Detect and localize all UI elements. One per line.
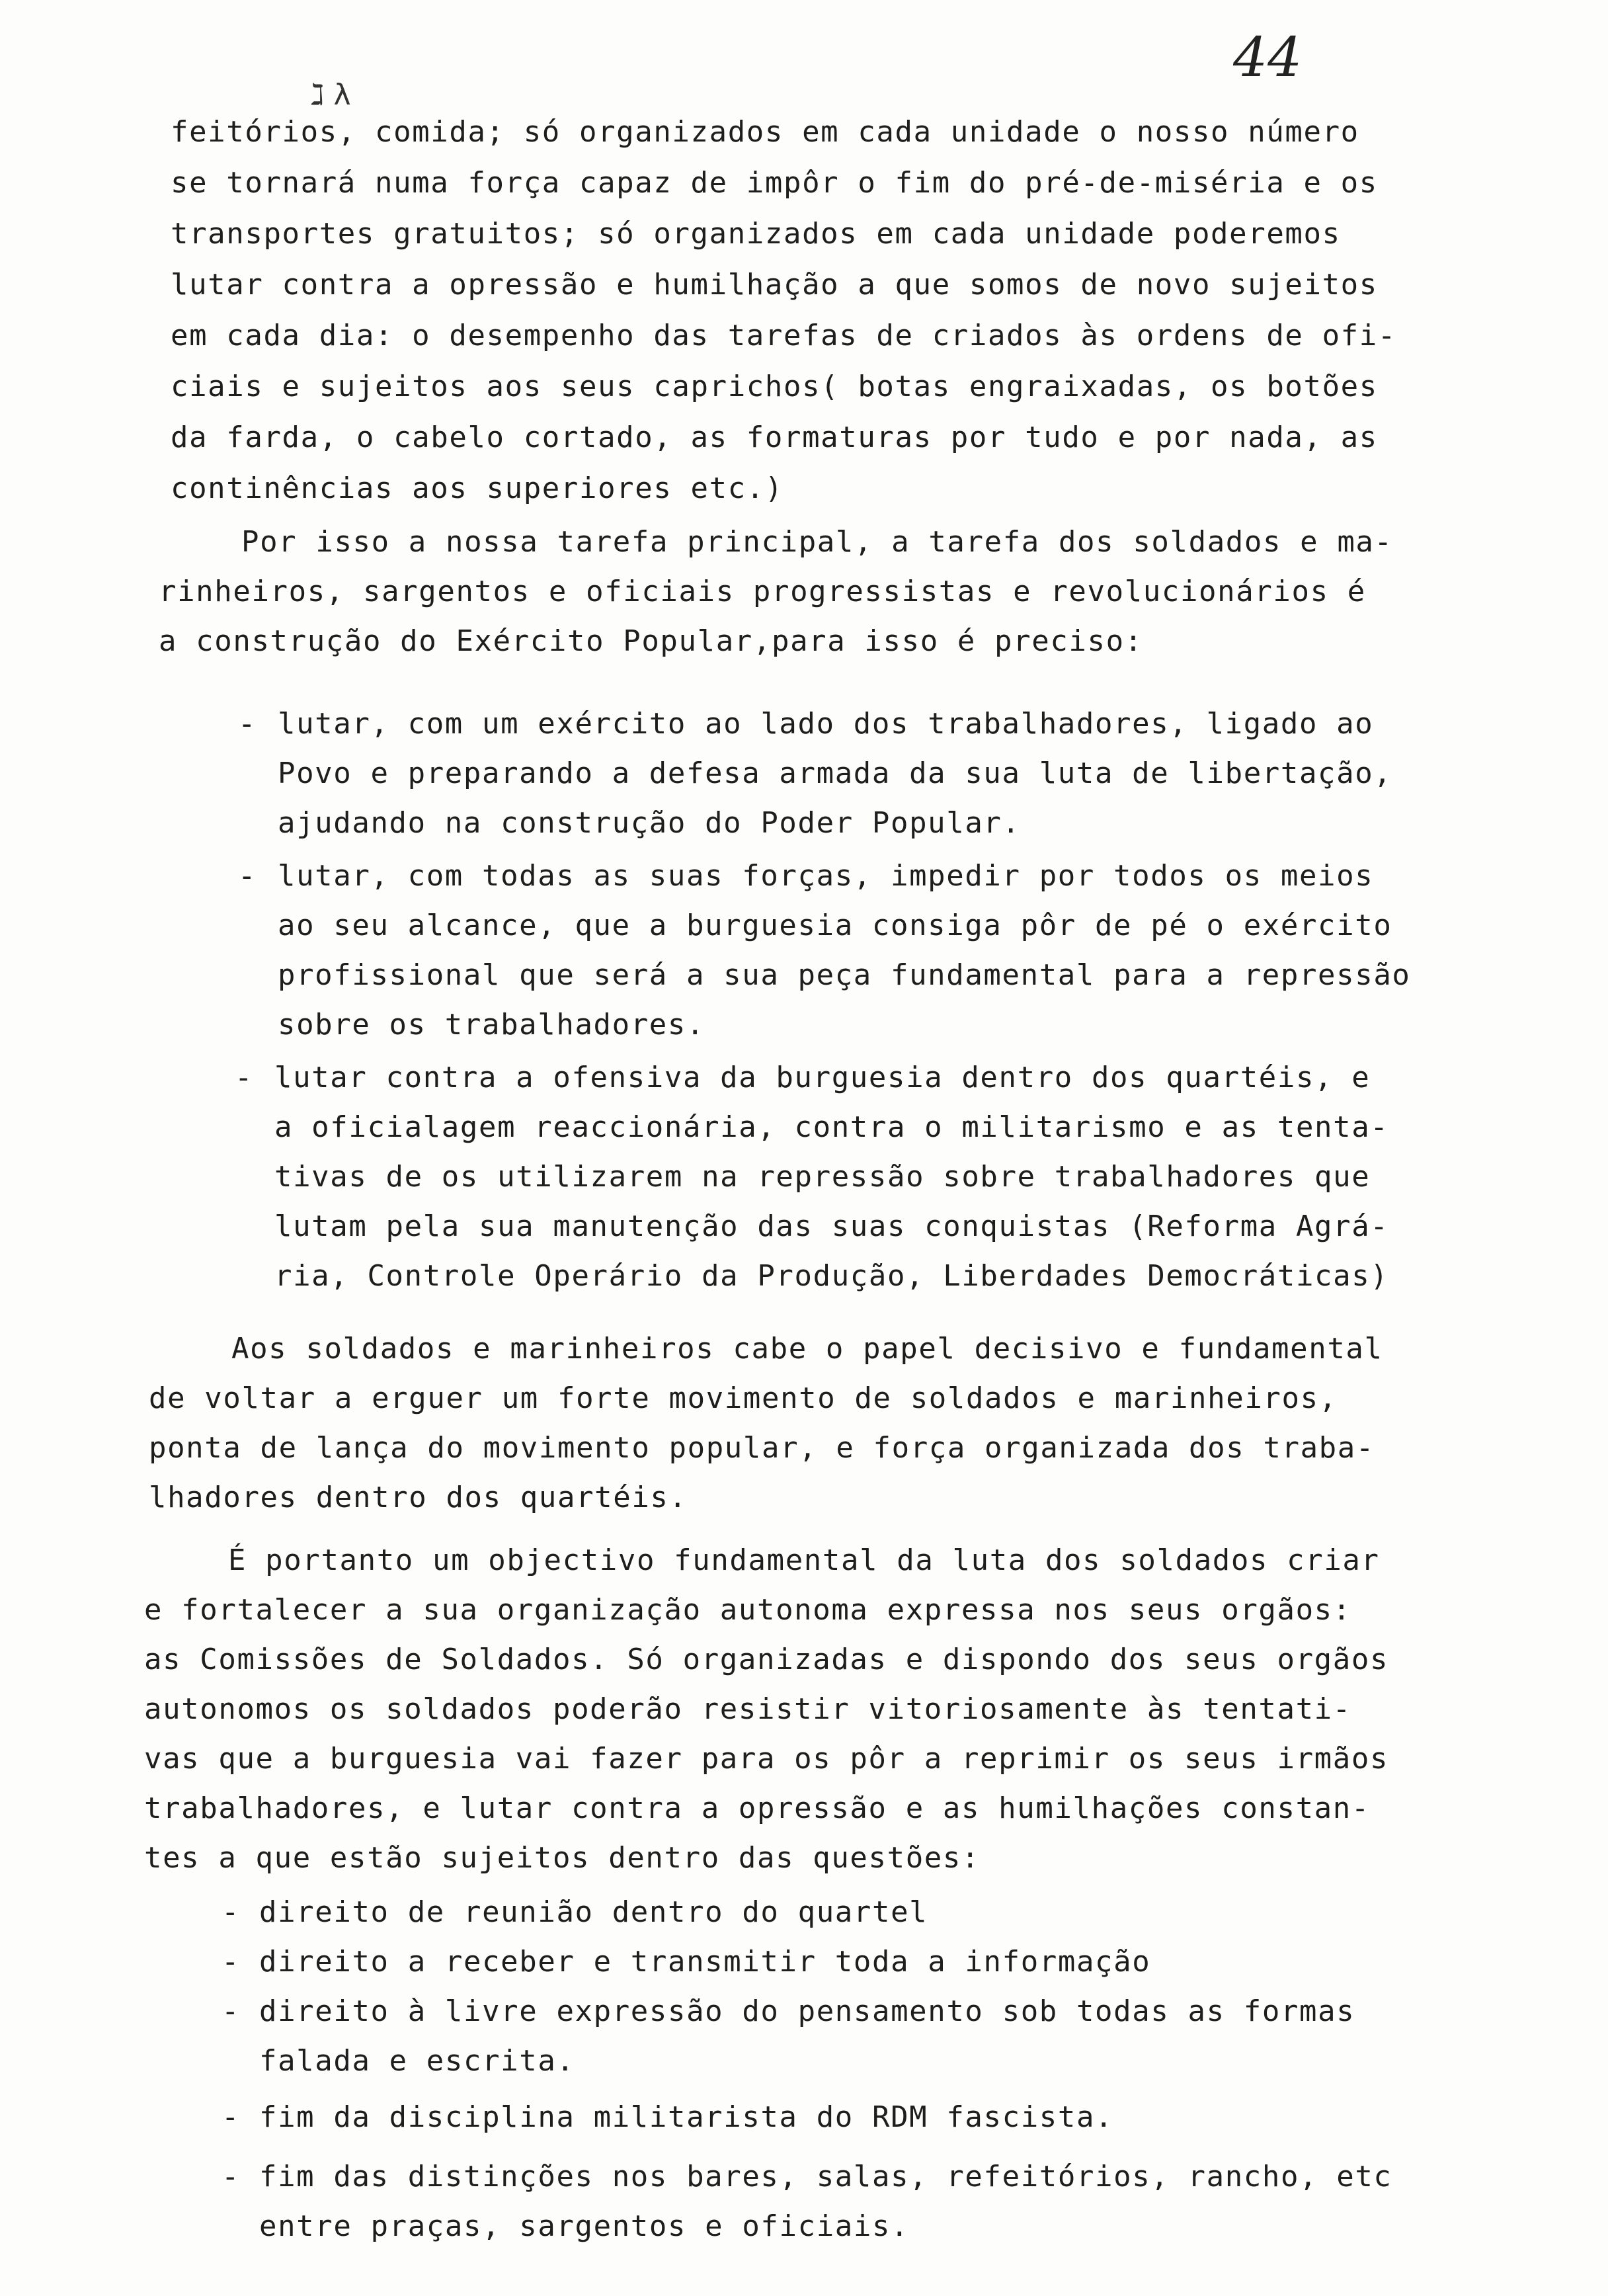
text-line: sobre os trabalhadores. [278,1008,705,1042]
text-line: de voltar a erguer um forte movimento de soldados e marinheiros, [149,1381,1338,1415]
text-line: continências aos superiores etc.) [171,472,784,505]
text-line: tivas de os utilizarem na repressão sobre trabalhadores que [274,1160,1371,1194]
text-line: Por isso a nossa tarefa principal, a tarefa dos soldados e ma- [241,525,1393,559]
bullet-dash: - [221,2160,239,2194]
text-line: direito a receber e transmitir toda a informação [259,1945,1151,1979]
text-line: direito de reunião dentro do quartel [259,1895,928,1929]
text-line: vas que a burguesia vai fazer para os pôr a reprimir os seus irmãos [144,1742,1389,1776]
bullet-dash: - [221,1945,239,1979]
text-line: da farda, o cabelo cortado, as formaturas por tudo e por nada, as [171,421,1378,454]
text-line: fim da disciplina militarista do RDM fascista. [259,2100,1114,2134]
bullet-dash: - [221,1895,239,1929]
text-line: lutar contra a ofensiva da burguesia dentro dos quartéis, e [274,1061,1371,1094]
text-line: as Comissões de Soldados. Só organizadas e dispondo dos seus orgãos [144,1643,1389,1676]
bullet-dash: - [238,859,256,893]
text-line: profissional que será a sua peça fundamental para a repressão [278,958,1411,992]
bullet-dash: - [221,1994,239,2028]
text-line: feitórios, comida; só organizados em cada unidade o nosso número [171,115,1359,149]
text-line: se tornará numa força capaz de impôr o fim do pré-de-miséria e os [171,166,1378,200]
text-line: em cada dia: o desempenho das tarefas de criados às ordens de ofi- [171,319,1396,352]
text-line: transportes gratuitos; só organizados em cada unidade poderemos [171,217,1341,251]
text-line: fim das distinções nos bares, salas, refeitórios, rancho, etc [259,2160,1392,2194]
text-line: ajudando na construção do Poder Popular. [278,806,1021,840]
text-line: ao seu alcance, que a burguesia consiga pôr de pé o exército [278,909,1392,942]
text-line: ciais e sujeitos aos seus caprichos( botas engraixadas, os botões [171,370,1378,403]
text-line: lutar, com todas as suas forças, impedir por todos os meios [278,859,1374,893]
text-line: direito à livre expressão do pensamento sob todas as formas [259,1994,1355,2028]
text-line: Povo e preparando a defesa armada da sua luta de libertação, [278,757,1392,790]
text-line: e fortalecer a sua organização autonoma expressa nos seus orgãos: [144,1593,1351,1627]
text-line: a oficialagem reaccionária, contra o militarismo e as tenta- [274,1110,1389,1144]
bullet-dash: - [235,1061,253,1094]
text-line: lutam pela sua manutenção das suas conquistas (Reforma Agrá- [274,1210,1389,1243]
bullet-dash: - [221,2100,239,2134]
text-line: ria, Controle Operário da Produção, Liberdades Democráticas) [274,1259,1389,1293]
text-line: lhadores dentro dos quartéis. [149,1481,688,1514]
text-line: rinheiros, sargentos e oficiais progressistas e revolucionários é [159,575,1366,608]
text-line: trabalhadores, e lutar contra a opressão e as humilhações constan- [144,1791,1370,1825]
bullet-dash: - [238,707,256,741]
text-line: tes a que estão sujeitos dentro das questões: [144,1841,981,1875]
text-line: lutar contra a opressão e humilhação a que somos de novo sujeitos [171,268,1378,302]
text-line: ponta de lança do movimento popular, e força organizada dos traba- [149,1431,1375,1465]
text-line: lutar, com um exército ao lado dos trabalhadores, ligado ao [278,707,1374,741]
page-number: 44 [1233,26,1303,89]
text-line: Aos soldados e marinheiros cabe o papel decisivo e fundamental [231,1332,1383,1366]
text-line: entre praças, sargentos e oficiais. [259,2209,910,2243]
text-line: autonomos os soldados poderão resistir vitoriosamente às tentati- [144,1692,1351,1726]
text-line: É portanto um objectivo fundamental da luta dos soldados criar [228,1543,1380,1577]
handwritten-margin-mark: ℷ λ [311,78,351,112]
text-line: a construção do Exército Popular,para isso é preciso: [159,624,1143,658]
text-line: falada e escrita. [259,2044,575,2078]
